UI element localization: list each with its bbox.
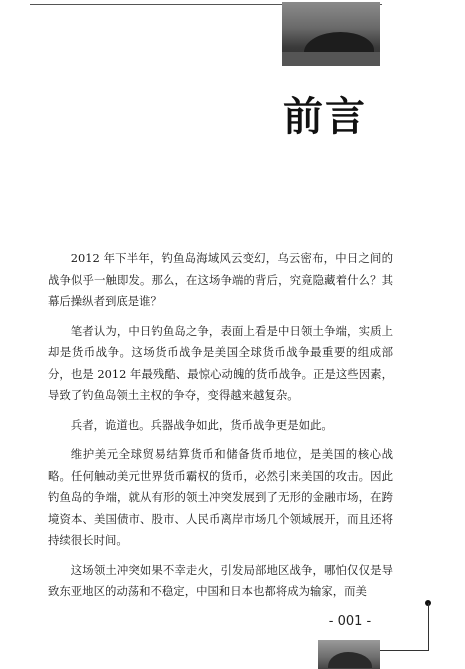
page-number: - 001 - [328,614,372,629]
page-title: 前言 [283,94,367,140]
corner-line-horizontal [380,650,429,651]
paragraph: 2012 年下半年，钓鱼岛海域风云变幻，乌云密布，中日之间的战争似乎一触即发。那么，在这场争端的背后，究竟隐藏着什么？其幕后操纵者到底是谁？ [48,251,393,308]
sea [282,52,380,66]
paragraph: 笔者认为，中日钓鱼岛之争，表面上看是中日领土争端，实质上却是货币战争。这场货币战争是美国全球货币战争最重要的组成部分，也是 2012 年最残酷、最惊心动魄的货币战争。正是这些因素，导致了钓鱼岛领土主权的争夺，变得越来越复杂。 [48,323,393,402]
corner-line-vertical [428,603,429,650]
island-silhouette [328,652,372,668]
footer-island-photo [318,640,380,669]
paragraph: 这场领土冲突如果不幸走火，引发局部地区战争，哪怕仅仅是导致东亚地区的动荡和不稳定，中国和日本也都将成为输家，而美 [48,562,393,598]
paragraph: 兵者，诡道也。兵器战争如此，货币战争更是如此。 [70,417,333,432]
body-text [48,248,393,611]
island-photo [282,2,380,66]
paragraph: 维护美元全球贸易结算货币和储备货币地位，是美国的核心战略。任何触动美元世界货币霸权的货币，必然引来美国的攻击。因此钓鱼岛的争端，就从有形的领土冲突发展到了无形的金融市场，在跨境资本、美国债市、股市、人民币离岸市场几个领域展开，而且还将持续很长时间。 [48,447,393,547]
